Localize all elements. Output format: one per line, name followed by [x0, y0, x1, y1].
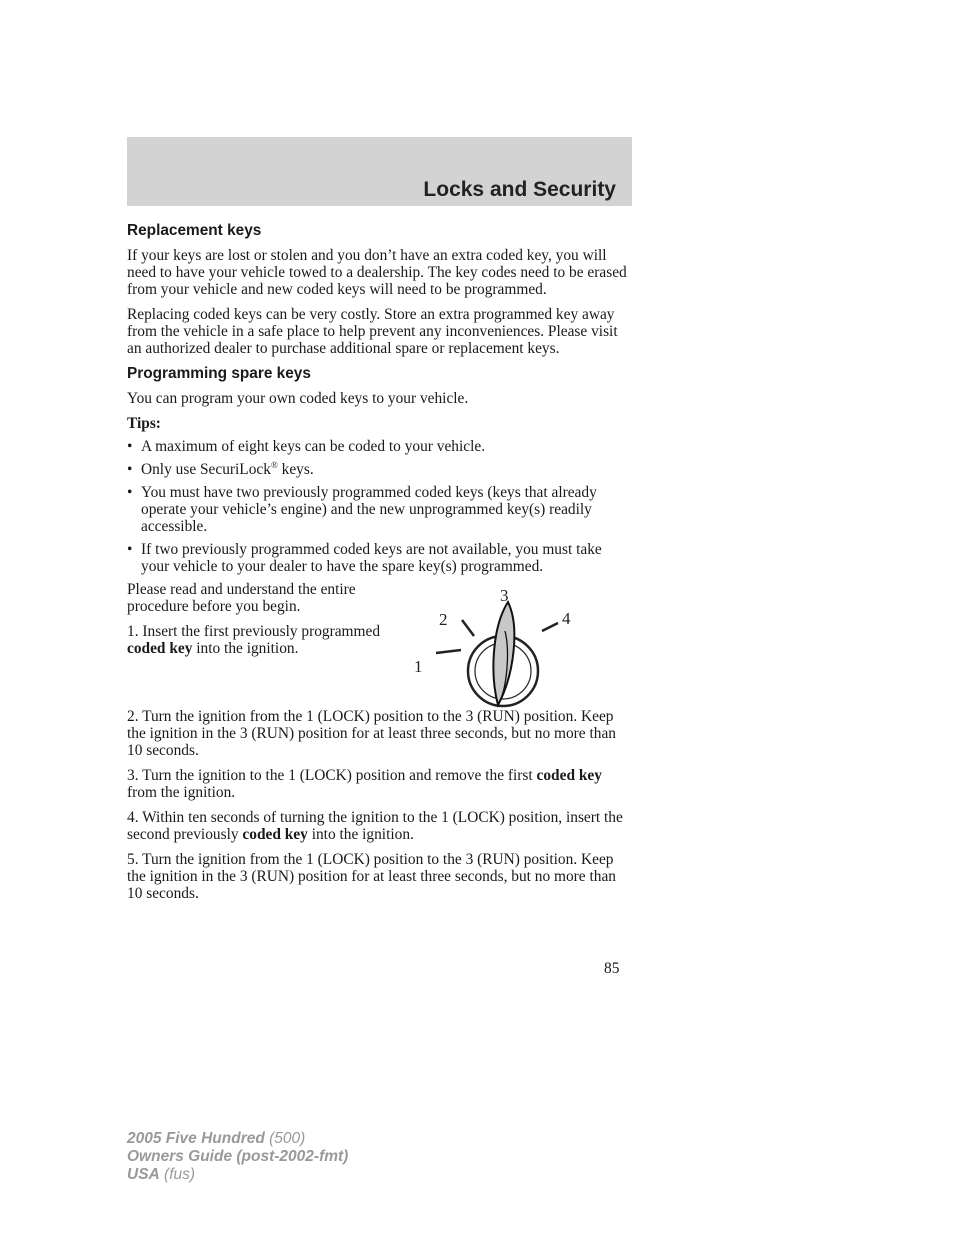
- step-text: 3. Turn the ignition to the 1 (LOCK) position and remove the first: [127, 767, 537, 784]
- bullet-icon: •: [127, 541, 133, 558]
- list-item: [127, 541, 632, 575]
- procedure-intro-with-diagram: [127, 581, 632, 708]
- list-item: [127, 484, 632, 535]
- step-emphasis: coded key: [242, 826, 308, 843]
- bullet-icon: •: [127, 461, 133, 478]
- position-label-4: 4: [562, 609, 571, 628]
- tip-text: If two previously programmed coded keys are not available, you must take your vehicle to your dealer to have the spare key(s) programmed.: [141, 541, 602, 575]
- footer-model-code: (500): [264, 1130, 306, 1147]
- tips-label: Tips:: [127, 415, 161, 432]
- position-label-1: 1: [414, 657, 423, 676]
- ignition-positions-diagram: [406, 573, 606, 708]
- section-title: Locks and Security: [423, 178, 616, 201]
- step-text: into the ignition.: [192, 640, 299, 657]
- position-2-tick: [462, 620, 474, 636]
- step-text: 1. Insert the first previously programmed: [127, 623, 381, 640]
- footer-market-code: (fus): [159, 1166, 196, 1183]
- procedure-intro: [127, 581, 382, 708]
- step-1: [127, 623, 382, 657]
- section-header-bar: [127, 137, 632, 206]
- page-content: [127, 222, 632, 910]
- registered-mark: ®: [270, 459, 278, 470]
- footer-model: 2005 Five Hundred: [127, 1130, 265, 1147]
- bullet-icon: •: [127, 438, 133, 455]
- page-number: 85: [604, 960, 620, 977]
- step-5: 5. Turn the ignition from the 1 (LOCK) position to the 3 (RUN) position. Keep the ignition in the 3 (RUN) position for at least three seconds, but no more than 10 seconds.: [127, 851, 616, 902]
- step-emphasis: coded key: [536, 767, 602, 784]
- document-footer: [127, 1130, 348, 1184]
- footer-line-2: Owners Guide (post-2002-fmt): [127, 1148, 349, 1165]
- footer-line-1: [127, 1130, 348, 1148]
- tips-list: [127, 438, 632, 575]
- tip-text: Only use SecuriLock: [141, 461, 271, 478]
- footer-line-3: [127, 1166, 348, 1184]
- paragraph: You can program your own coded keys to your vehicle.: [127, 390, 469, 407]
- step-text: 4. Within ten seconds of turning the ignition to the 1 (LOCK) position, insert the second previously: [127, 809, 623, 843]
- position-label-2: 2: [439, 610, 448, 629]
- step-4: [127, 809, 632, 843]
- tip-text: You must have two previously programmed coded keys (keys that already operate your vehicle’s engine) and the new unprogrammed key(s) readily accessible.: [141, 484, 597, 535]
- footer-market: USA: [127, 1166, 160, 1183]
- position-1-tick: [436, 650, 461, 653]
- list-item: [127, 461, 632, 478]
- position-label-3: 3: [500, 586, 509, 605]
- bullet-icon: •: [127, 484, 133, 501]
- paragraph: Replacing coded keys can be very costly. Store an extra programmed key away from the vehicle in a safe place to help prevent any inconveniences. Please visit an authorized dealer to purchase additional spare or replacement keys.: [127, 306, 618, 357]
- step-text: from the ignition.: [127, 784, 236, 801]
- paragraph: If your keys are lost or stolen and you don’t have an extra coded key, you will need to have your vehicle towed to a dealership. The key codes need to be erased from your vehicle and new coded keys will need to be programmed.: [127, 247, 627, 298]
- step-text: into the ignition.: [307, 826, 414, 843]
- heading-replacement-keys: Replacement keys: [127, 222, 262, 239]
- tip-text: keys.: [277, 461, 314, 478]
- step-emphasis: coded key: [127, 640, 193, 657]
- list-item: [127, 438, 632, 455]
- position-4-tick: [542, 623, 558, 631]
- tip-text: A maximum of eight keys can be coded to your vehicle.: [141, 438, 486, 455]
- step-3: [127, 767, 632, 801]
- paragraph: Please read and understand the entire procedure before you begin.: [127, 581, 356, 615]
- heading-programming-spare-keys: Programming spare keys: [127, 365, 311, 382]
- step-2: 2. Turn the ignition from the 1 (LOCK) position to the 3 (RUN) position. Keep the ignition in the 3 (RUN) position for at least three seconds, but no more than 10 seconds.: [127, 708, 616, 759]
